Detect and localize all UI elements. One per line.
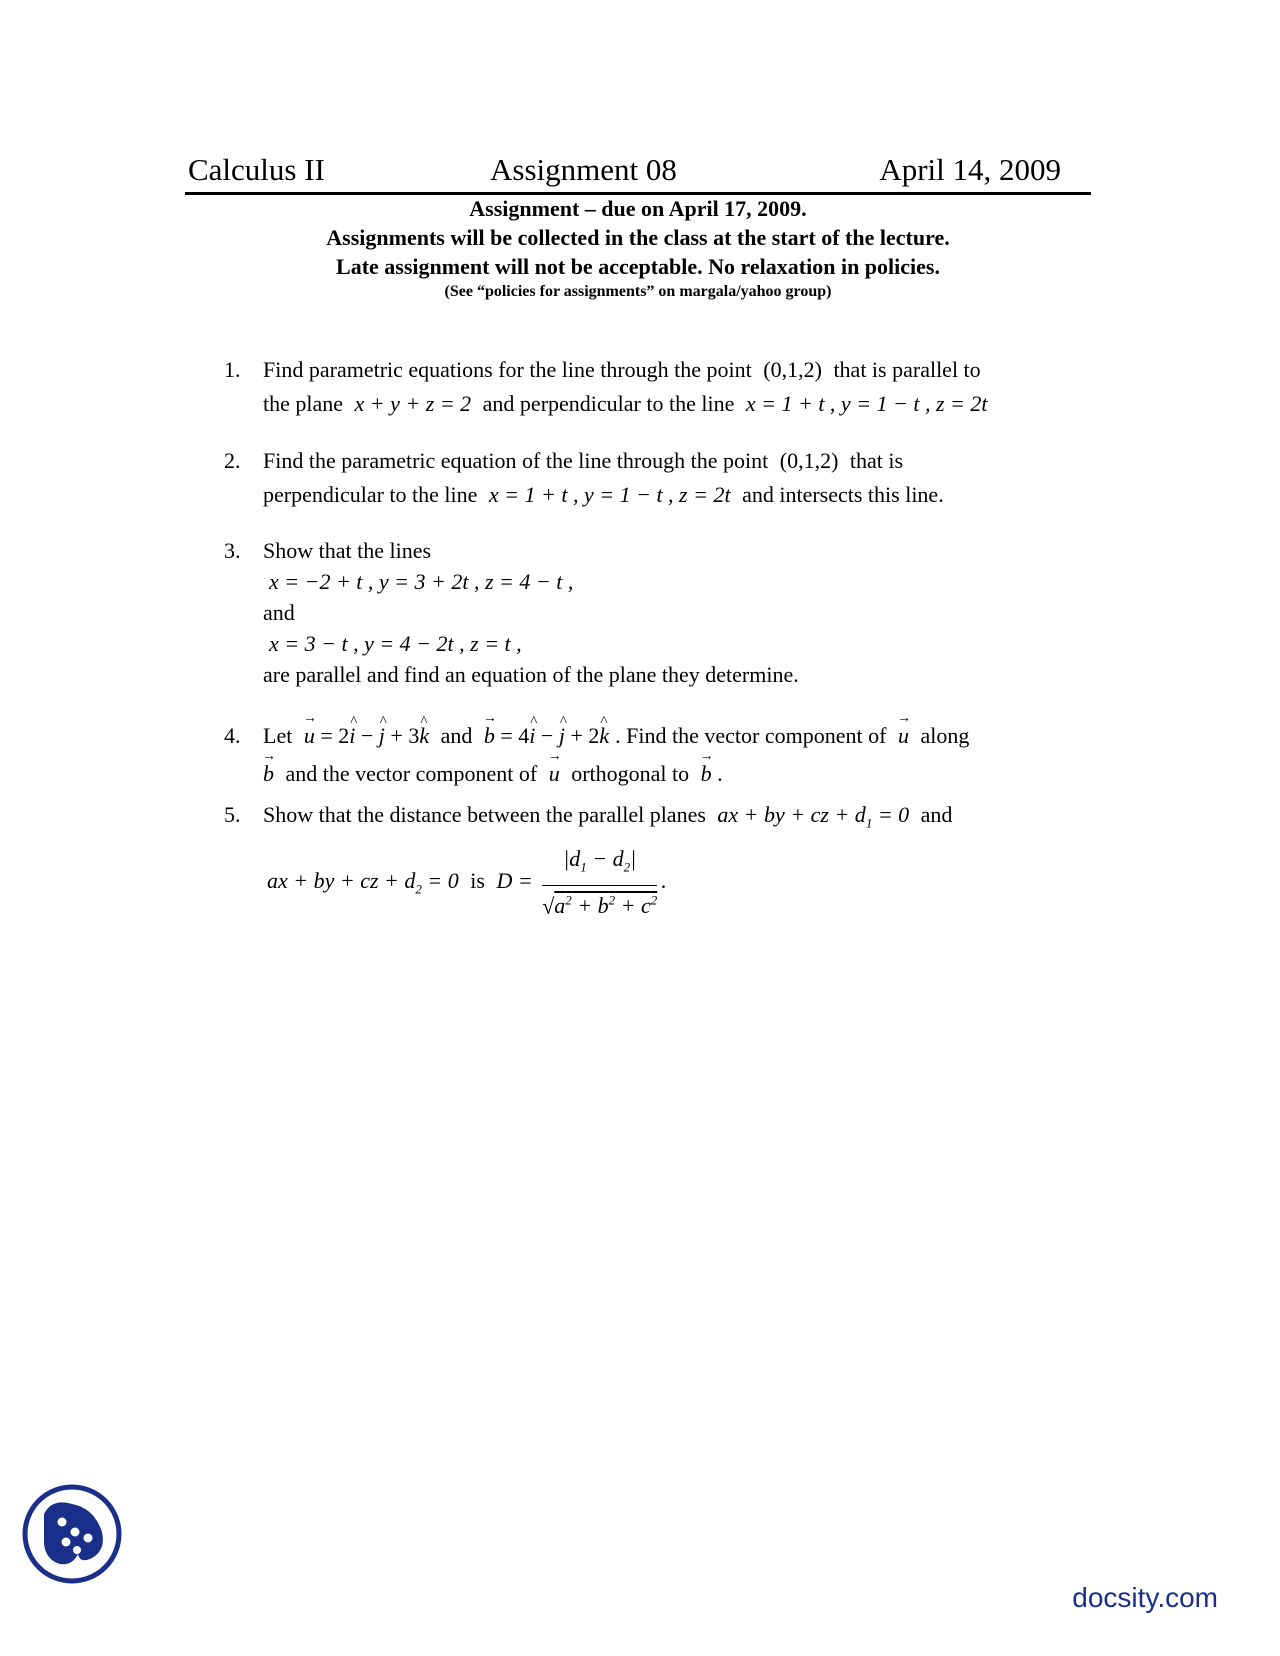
question-number: 2. [224,448,241,473]
distance-formula: D = $\frac{|d_1 - d_2|}{√a^2 + b^2 + c^2}$ . [496,868,666,893]
notice-policy-reference: (See “policies for assignments” on margala/yahoo group) [444,283,832,300]
vector-u-symbol: → u [892,723,915,748]
question-text: along [920,723,970,748]
plane-equation-1: ax + by + cz + $d_1 = 0$ [717,802,910,831]
question-text: . Find the vector component of [615,723,887,748]
vector-u-definition: → u = 2^ i − ^ j + 3^ k [298,723,435,748]
docsity-logo-icon [22,1484,122,1584]
question-5-line-1 [263,798,1084,840]
line-equation-2: x = 3 − t , y = 4 − 2t , z = t , [269,631,522,656]
notice-block [185,194,1091,303]
question-text: Show that the lines [263,538,432,563]
question-text: are parallel and find an equation of the plane they determine. [263,662,799,687]
question-5-line-2 [263,844,1084,921]
vector-b-symbol: → b [263,755,274,793]
question-text: and perpendicular to the line [482,391,735,416]
page-header [185,150,1091,195]
line-equation-1: x = −2 + t , y = 3 + 2t , z = 4 − t , [269,569,574,594]
question-4-line-2: → b and the vector component of → u orthogonal to → b . [263,755,1084,793]
course-title: Calculus II [188,152,325,187]
assignment-title: Assignment 08 [490,152,677,187]
question-4 [224,717,1084,793]
question-number: 4. [224,723,241,748]
notice-collection: Assignments will be collected in the class at the start of the lecture. [326,225,950,250]
docsity-brand-link[interactable]: docsity.com [1072,1582,1218,1613]
question-text: and [920,802,953,827]
line-equation: x = 1 + t , y = 1 − t , z = 2t [488,482,731,507]
question-number: 5. [224,802,241,827]
question-text: Show that the distance between the parallel planes [263,802,706,827]
question-3 [224,535,1084,690]
question-5 [224,798,1084,921]
line-equation: x = 1 + t , y = 1 − t , z = 2t [745,391,988,416]
question-2-line-1 [263,444,1084,478]
question-text: Find parametric equations for the line through the point [263,357,752,382]
question-text: is [470,867,485,893]
notice-due-date: Assignment – due on April 17, 2009. [469,196,807,221]
point-expression: (0,1,2) [763,357,822,382]
question-number: 1. [224,357,241,382]
question-text: and intersects this line. [742,482,944,507]
question-text: that is parallel to [833,357,981,382]
question-text: the plane [263,391,344,416]
question-text: and [440,723,473,748]
question-text: that is [849,448,904,473]
vector-u-symbol: → u [549,755,560,793]
question-text: Find the parametric equation of the line through the point [263,448,769,473]
assignment-date: April 14, 2009 [879,152,1061,187]
question-2 [224,444,1084,512]
notice-late-policy: Late assignment will not be acceptable. No relaxation in policies. [336,254,940,279]
question-2-line-2 [263,478,1084,512]
question-number: 3. [224,538,241,563]
plane-equation-2: ax + by + cz + $d_2 = 0$ [267,867,459,897]
question-1-line-2 [263,387,1084,421]
distance-fraction: $\frac{|d_1 - d_2|}{√a^2 + b^2 + c^2}$ [542,846,658,919]
question-text: Let [263,723,293,748]
question-1 [224,353,1084,421]
point-expression: (0,1,2) [779,448,839,473]
question-4-line-1 [263,717,1084,755]
connector-text: and [263,600,295,625]
question-1-line-1 [263,353,1084,387]
question-text: perpendicular to the line [263,482,478,507]
vector-b-definition: → b = 4^ i − ^ j + 2^ k [478,723,615,748]
vector-b-symbol: → b [701,755,712,793]
plane-equation: x + y + z = 2 [354,391,472,416]
question-text: and the vector component of [285,761,538,786]
question-text: orthogonal to [571,761,690,786]
